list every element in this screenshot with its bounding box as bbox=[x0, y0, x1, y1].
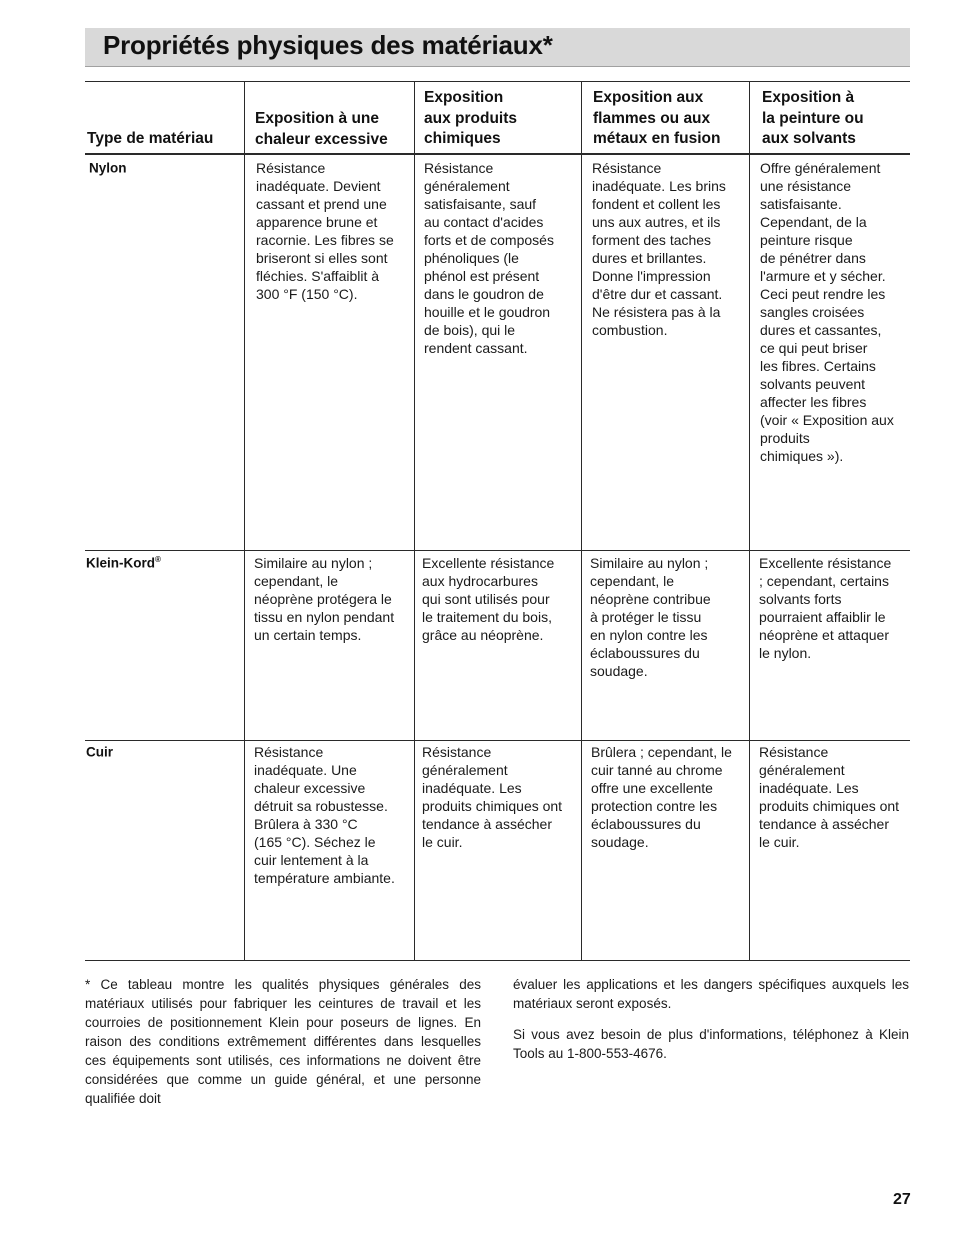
row-label-text: Klein-Kord bbox=[86, 555, 155, 571]
column-divider bbox=[749, 81, 750, 961]
cell-line: inadéquate. Une bbox=[254, 762, 357, 778]
cell-line: solvants peuvent bbox=[760, 376, 866, 392]
cell-line: soudage. bbox=[591, 834, 649, 850]
header-line: aux produits bbox=[424, 109, 518, 127]
cell-line: le nylon. bbox=[759, 645, 812, 661]
cell-line: racornie. Les fibres se bbox=[256, 232, 394, 248]
cell-line: de bois), qui le bbox=[424, 322, 516, 338]
cell-line: le cuir. bbox=[422, 834, 463, 850]
cell-line: Excellente résistance bbox=[759, 555, 892, 571]
cell-line: au contact d'acides bbox=[424, 214, 544, 230]
title-bar bbox=[85, 28, 910, 67]
cell-line: satisfaisante, sauf bbox=[424, 196, 537, 212]
cell-line: néoprène et attaquer bbox=[759, 627, 889, 643]
cell-line: ; cependant, certains bbox=[759, 573, 889, 589]
cell-line: affecter les fibres bbox=[760, 394, 867, 410]
cell-nylon-chimiques bbox=[424, 159, 579, 357]
cell-line: Offre généralement bbox=[760, 160, 881, 176]
cell-kleinkord-chaleur bbox=[254, 554, 412, 644]
header-flammes bbox=[593, 88, 748, 150]
column-divider bbox=[244, 81, 245, 961]
cell-line: cuir tanné au chrome bbox=[591, 762, 723, 778]
cell-line: tendance à assécher bbox=[422, 816, 552, 832]
cell-line: rendent cassant. bbox=[424, 340, 528, 356]
row-label-text: Cuir bbox=[86, 744, 113, 760]
column-divider bbox=[414, 81, 415, 961]
cell-line: offre une excellente bbox=[591, 780, 713, 796]
header-line: flammes ou aux bbox=[593, 109, 711, 127]
cell-line: en nylon contre les bbox=[590, 627, 708, 643]
cell-line: généralement bbox=[422, 762, 508, 778]
cell-line: pourraient affaiblir le bbox=[759, 609, 886, 625]
cell-line: forts et de composés bbox=[424, 232, 554, 248]
cell-line: briseront si elles sont bbox=[256, 250, 388, 266]
cell-line: les fibres. Certains bbox=[760, 358, 876, 374]
registered-mark: ® bbox=[155, 555, 161, 564]
cell-line: température ambiante. bbox=[254, 870, 395, 886]
cell-line: tendance à assécher bbox=[759, 816, 889, 832]
cell-line: phénoliques (le bbox=[424, 250, 519, 266]
header-chaleur bbox=[255, 109, 410, 150]
cell-line: Similaire au nylon ; bbox=[590, 555, 709, 571]
cell-line: à protéger le tissu bbox=[590, 609, 702, 625]
cell-line: Résistance bbox=[592, 160, 662, 176]
cell-line: dures et brillantes. bbox=[592, 250, 707, 266]
cell-line: Excellente résistance bbox=[422, 555, 555, 571]
cell-line: qui sont utilisés pour bbox=[422, 591, 550, 607]
cell-line: détruit sa robustesse. bbox=[254, 798, 388, 814]
cell-line: Résistance bbox=[422, 744, 492, 760]
row-label-nylon bbox=[89, 160, 127, 176]
cell-line: tissu en nylon pendant bbox=[254, 609, 395, 625]
cell-line: chimiques »). bbox=[760, 448, 844, 464]
cell-line: Résistance bbox=[424, 160, 494, 176]
cell-line: produits chimiques ont bbox=[759, 798, 900, 814]
cell-line: Brûlera à 330 °C bbox=[254, 816, 358, 832]
cell-line: solvants forts bbox=[759, 591, 842, 607]
cell-line: généralement bbox=[424, 178, 510, 194]
cell-line: Ceci peut rendre les bbox=[760, 286, 886, 302]
header-line: la peinture ou bbox=[762, 109, 864, 127]
cell-line: (165 °C). Séchez le bbox=[254, 834, 376, 850]
cell-line: inadéquate. Devient bbox=[256, 178, 381, 194]
header-bottom-rule bbox=[85, 153, 910, 155]
cell-nylon-chaleur bbox=[256, 159, 412, 303]
cell-line: Ne résistera pas à la bbox=[592, 304, 721, 320]
row-label-cuir bbox=[86, 744, 113, 760]
cell-line: grâce au néoprène. bbox=[422, 627, 544, 643]
cell-line: de pénétrer dans bbox=[760, 250, 866, 266]
cell-line: ce qui peut briser bbox=[760, 340, 868, 356]
table-top-rule bbox=[85, 81, 910, 82]
header-type-de-materiau bbox=[87, 129, 242, 150]
row-divider bbox=[85, 740, 910, 741]
cell-line: un certain temps. bbox=[254, 627, 362, 643]
cell-line: cependant, le bbox=[254, 573, 339, 589]
cell-line: uns aux autres, et ils bbox=[592, 214, 721, 230]
header-line: Exposition bbox=[424, 89, 504, 106]
cell-line: dures et cassantes, bbox=[760, 322, 882, 338]
cell-line: apparence brune et bbox=[256, 214, 378, 230]
cell-line: produits chimiques ont bbox=[422, 798, 563, 814]
header-line: Exposition aux bbox=[593, 89, 704, 106]
cell-line: cependant, le bbox=[590, 573, 675, 589]
row-label-text: Nylon bbox=[89, 160, 127, 176]
header-line: chimiques bbox=[424, 130, 501, 147]
cell-kleinkord-chimiques bbox=[422, 554, 579, 644]
page-number: 27 bbox=[893, 1191, 911, 1208]
header-line: Exposition à bbox=[762, 89, 855, 106]
cell-line: phénol est présent bbox=[424, 268, 540, 284]
cell-line: peinture risque bbox=[760, 232, 853, 248]
footnote-right-p1: évaluer les applications et les dangers spécifiques auxquels les matériaux seront exposés. bbox=[513, 977, 909, 1011]
cell-line: inadéquate. Les bbox=[759, 780, 859, 796]
footnote-left: * Ce tableau montre les qualités physiques générales des matériaux utilisés pour fabriquer les ceintures de travail et les courroies de positionnement Klein pour poseurs de lignes. En raison des conditions extrêmement différentes dans lesquelles ces équipements sont utilisés, ces informations ne doivent être considérées que comme un guide général, et une personne qualifiée doit bbox=[85, 977, 481, 1106]
page-title: Propriétés physiques des matériaux* bbox=[103, 30, 553, 60]
header-line: Type de matériau bbox=[87, 130, 214, 147]
cell-line: (voir « Exposition aux bbox=[760, 412, 894, 428]
header-produits-chimiques bbox=[424, 88, 579, 150]
header-line: chaleur excessive bbox=[255, 130, 388, 148]
cell-line: généralement bbox=[759, 762, 845, 778]
cell-line: inadéquate. Les bbox=[422, 780, 522, 796]
cell-line: le traitement du bois, bbox=[422, 609, 552, 625]
cell-line: Donne l'impression bbox=[592, 268, 711, 284]
cell-line: néoprène contribue bbox=[590, 591, 711, 607]
cell-line: cuir lentement à la bbox=[254, 852, 369, 868]
cell-line: sangles croisées bbox=[760, 304, 865, 320]
cell-line: satisfaisante. bbox=[760, 196, 842, 212]
cell-line: Résistance bbox=[759, 744, 829, 760]
cell-kleinkord-solvants bbox=[759, 554, 910, 662]
cell-nylon-solvants bbox=[760, 159, 910, 465]
table-bottom-rule bbox=[85, 960, 910, 961]
cell-line: aux hydrocarbures bbox=[422, 573, 538, 589]
cell-line: produits bbox=[760, 430, 810, 446]
cell-line: d'être dur et cassant. bbox=[592, 286, 723, 302]
cell-line: cassant et prend une bbox=[256, 196, 387, 212]
cell-line: chaleur excessive bbox=[254, 780, 366, 796]
header-line: Exposition à une bbox=[255, 110, 380, 127]
cell-line: fondent et collent les bbox=[592, 196, 721, 212]
cell-line: Résistance bbox=[256, 160, 326, 176]
cell-cuir-chimiques bbox=[422, 743, 579, 851]
cell-kleinkord-flammes bbox=[590, 554, 747, 680]
cell-line: protection contre les bbox=[591, 798, 718, 814]
cell-cuir-chaleur bbox=[254, 743, 412, 887]
cell-line: inadéquate. Les brins bbox=[592, 178, 726, 194]
footnote-right-p2: Si vous avez besoin de plus d'informations, téléphonez à Klein Tools au 1-800-553-4676. bbox=[513, 1027, 909, 1061]
row-divider bbox=[85, 550, 910, 551]
cell-line: néoprène protégera le bbox=[254, 591, 392, 607]
cell-line: Brûlera ; cependant, le bbox=[591, 744, 732, 760]
header-line: métaux en fusion bbox=[593, 130, 721, 147]
cell-line: éclaboussures du bbox=[590, 645, 700, 661]
cell-line: combustion. bbox=[592, 322, 668, 338]
cell-line: une résistance bbox=[760, 178, 852, 194]
cell-line: dans le goudron de bbox=[424, 286, 544, 302]
cell-line: Cependant, de la bbox=[760, 214, 867, 230]
cell-nylon-flammes bbox=[592, 159, 747, 339]
row-label-klein-kord bbox=[86, 555, 161, 571]
cell-line: houille et le goudron bbox=[424, 304, 551, 320]
header-line: aux solvants bbox=[762, 130, 856, 147]
cell-cuir-flammes bbox=[591, 743, 748, 851]
column-divider bbox=[581, 81, 582, 961]
cell-cuir-solvants bbox=[759, 743, 910, 851]
cell-line: Similaire au nylon ; bbox=[254, 555, 373, 571]
cell-line: le cuir. bbox=[759, 834, 800, 850]
cell-line: l'armure et y sécher. bbox=[760, 268, 886, 284]
cell-line: 300 °F (150 °C). bbox=[256, 286, 358, 302]
cell-line: soudage. bbox=[590, 663, 648, 679]
cell-line: éclaboussures du bbox=[591, 816, 701, 832]
cell-line: fléchies. S'affaiblit à bbox=[256, 268, 380, 284]
cell-line: Résistance bbox=[254, 744, 324, 760]
header-peinture-solvants bbox=[762, 88, 910, 150]
cell-line: forment des taches bbox=[592, 232, 712, 248]
